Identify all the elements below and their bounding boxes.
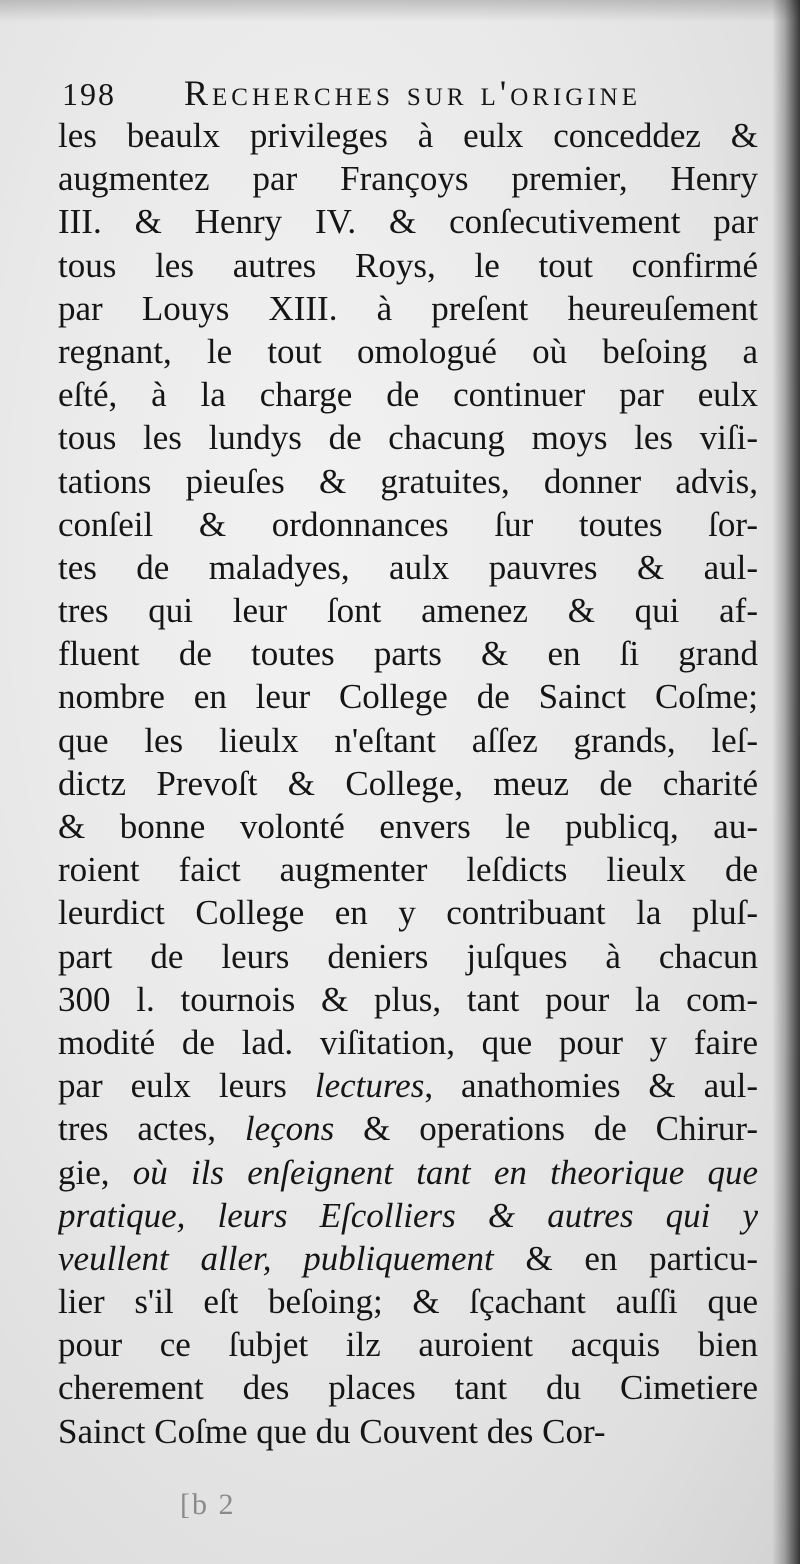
text-line: fluent de toutes parts & en ſi grand bbox=[58, 634, 758, 674]
text-line: les beaulx privileges à eulx conceddez & bbox=[58, 116, 758, 155]
text-italic: où ils enſeignent tant en theorique que bbox=[132, 1152, 758, 1192]
body-text bbox=[58, 114, 758, 1453]
signature-mark: [b 2 bbox=[180, 1488, 236, 1521]
text-line: tations pieuſes & gratuites, donner advis, bbox=[58, 461, 758, 501]
text-line: tous les lundys de chacung moys les viſi- bbox=[58, 418, 758, 458]
text-line: dictz Prevoſt & College, meuz de charité bbox=[58, 763, 758, 803]
text-line: modité de lad. viſitation, que pour y faire bbox=[58, 1022, 758, 1062]
text-line: leurdict College en y contribuant la pluſ- bbox=[58, 893, 758, 933]
text-line: & bonne volonté envers le publicq, au- bbox=[58, 807, 758, 846]
text-italic: leçons bbox=[244, 1109, 335, 1149]
page-number: 198 bbox=[62, 76, 116, 112]
text-line: part de leurs deniers juſques à chacun bbox=[58, 936, 758, 976]
text-line: tous les autres Roys, le tout confirmé bbox=[58, 245, 758, 285]
text-line: eſté, à la charge de continuer par eulx bbox=[58, 375, 758, 415]
text-line: lier s'il eſt beſoing; & ſçachant auſſi que bbox=[58, 1282, 758, 1322]
text-line: cherement des places tant du Cimetiere bbox=[58, 1368, 758, 1408]
text-line: nombre en leur College de Sainct Coſme; bbox=[58, 677, 758, 717]
text-line: que les lieulx n'eſtant aſſez grands, leſ- bbox=[58, 720, 758, 760]
top-edge-shadow bbox=[0, 0, 800, 22]
running-head: Recherches sur l'origine bbox=[184, 73, 642, 113]
text-italic: lectures bbox=[314, 1066, 425, 1106]
text-line: roient faict augmenter leſdicts lieulx de bbox=[58, 850, 758, 890]
binding-shadow bbox=[772, 0, 800, 1564]
text-line: pratique, leurs Eſcolliers & autres qui y bbox=[58, 1195, 758, 1235]
text-roman: , anathomies & aul- bbox=[424, 1066, 758, 1106]
text-line: tres qui leur ſont amenez & qui af- bbox=[58, 591, 758, 631]
text-line: regnant, le tout omologué où beſoing a bbox=[58, 331, 758, 371]
text-line bbox=[58, 1237, 758, 1280]
text-roman: & en particu- bbox=[493, 1238, 758, 1278]
text-line bbox=[58, 1107, 758, 1150]
text-line: tes de maladyes, aulx pauvres & aul- bbox=[58, 547, 758, 587]
text-line: Sainct Coſme que du Couvent des Cor- bbox=[58, 1411, 606, 1451]
text-roman: & operations de Chirur- bbox=[334, 1109, 758, 1149]
text-italic: veullent aller, publiquement bbox=[58, 1238, 494, 1278]
text-line: 300 l. tournois & plus, tant pour la com- bbox=[58, 979, 758, 1019]
page-header bbox=[62, 72, 752, 118]
text-roman: tres actes, bbox=[58, 1109, 245, 1149]
text-line: par Louys XIII. à preſent heureuſement bbox=[58, 288, 758, 328]
text-line bbox=[58, 1064, 758, 1107]
text-line: pour ce ſubjet ilz auroient acquis bien bbox=[58, 1325, 758, 1365]
text-line bbox=[58, 1151, 758, 1194]
text-line: III. & Henry IV. & conſecutivement par bbox=[58, 202, 758, 242]
text-line: conſeil & ordonnances ſur toutes ſor- bbox=[58, 504, 758, 544]
text-roman: par eulx leurs bbox=[58, 1066, 315, 1106]
text-roman: gie, bbox=[58, 1152, 133, 1192]
text-line: augmentez par Françoys premier, Henry bbox=[58, 159, 758, 199]
